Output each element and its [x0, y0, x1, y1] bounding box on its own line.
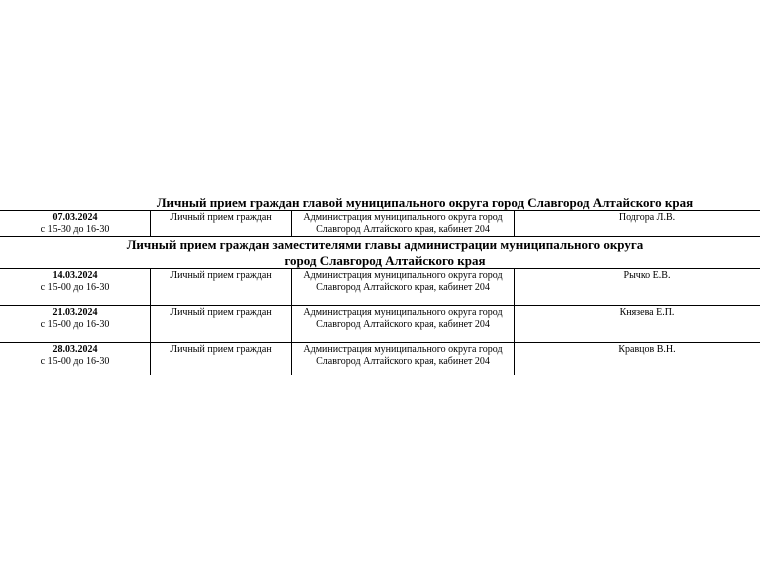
event-cell: Личный прием граждан [151, 306, 292, 343]
time-text: с 15-00 до 16-30 [40, 282, 110, 293]
section-title-line1: Личный прием граждан заместителями главы администрации муниципального округа [126, 237, 644, 252]
official-cell: Рычко Е.В. [515, 269, 760, 306]
date-cell [0, 306, 151, 343]
schedule-table-deputies [0, 268, 760, 375]
table-row [0, 211, 760, 237]
place-line1: Администрация муниципального округа город [303, 307, 503, 318]
date-text: 28.03.2024 [52, 344, 98, 355]
time-text: с 15-30 до 16-30 [40, 224, 110, 235]
table-row [0, 343, 760, 375]
place-line1: Администрация муниципального округа город [303, 344, 503, 355]
schedule-document [0, 195, 760, 375]
event-cell: Личный прием граждан [151, 211, 292, 237]
place-cell [292, 211, 515, 237]
place-line1: Администрация муниципального округа город [303, 212, 503, 223]
table-row [0, 306, 760, 343]
official-cell: Кравцов В.Н. [515, 343, 760, 375]
section-title-head: Личный прием граждан главой муниципального округа город Славгород Алтайского края [156, 195, 694, 210]
place-line2: Славгород Алтайского края, кабинет 204 [316, 319, 490, 330]
place-cell [292, 343, 515, 375]
section-title-line2: город Славгород Алтайского края [284, 253, 486, 268]
place-cell [292, 306, 515, 343]
place-line2: Славгород Алтайского края, кабинет 204 [316, 356, 490, 367]
date-cell [0, 343, 151, 375]
place-cell [292, 269, 515, 306]
place-line2: Славгород Алтайского края, кабинет 204 [316, 224, 490, 235]
date-cell [0, 211, 151, 237]
schedule-table-head [0, 210, 760, 237]
event-cell: Личный прием граждан [151, 343, 292, 375]
official-cell: Князева Е.П. [515, 306, 760, 343]
event-cell: Личный прием граждан [151, 269, 292, 306]
place-line1: Администрация муниципального округа город [303, 270, 503, 281]
place-line2: Славгород Алтайского края, кабинет 204 [316, 282, 490, 293]
section-title-deputies [0, 237, 760, 268]
official-cell: Подгора Л.В. [515, 211, 760, 237]
table-row [0, 269, 760, 306]
date-text: 14.03.2024 [52, 270, 98, 281]
time-text: с 15-00 до 16-30 [40, 356, 110, 367]
date-cell [0, 269, 151, 306]
date-text: 21.03.2024 [52, 307, 98, 318]
date-text: 07.03.2024 [52, 212, 98, 223]
time-text: с 15-00 до 16-30 [40, 319, 110, 330]
